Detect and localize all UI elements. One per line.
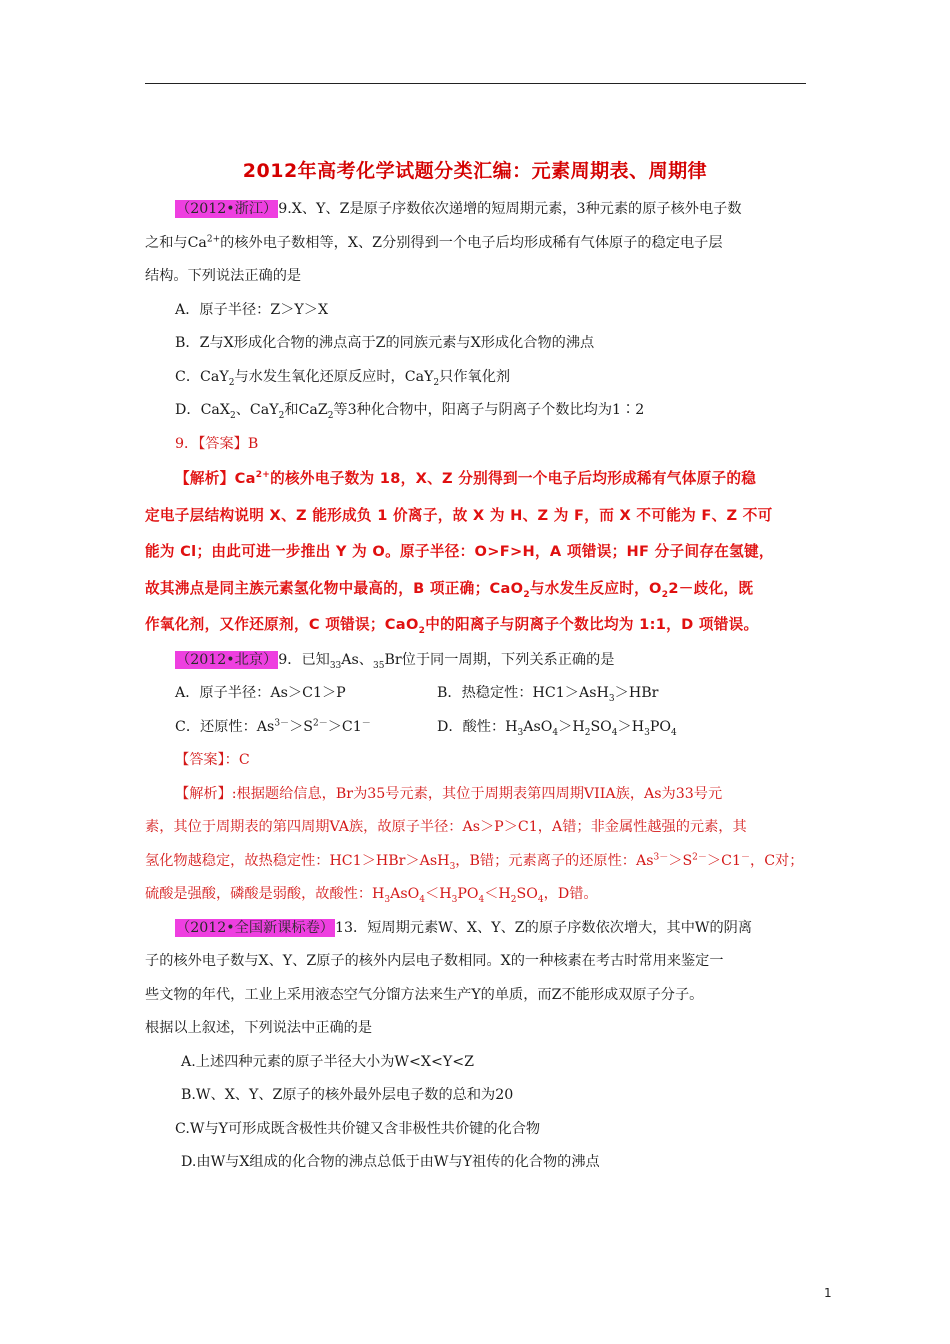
- q1-option-a: A．原子半径：Z＞Y＞X: [175, 301, 329, 318]
- q1-exp-line-5: 作氧化剂，又作还原剂，C 项错误；CaO$_2$中的阳离子与阴离子个数比均为 1:1，D 项错误。: [145, 616, 759, 636]
- q3-option-b: B.W、X、Y、Z原子的核外最外层电子数的总和为20: [181, 1087, 514, 1103]
- q2-option-d: D．酸性：$H_3AsO_4>H_2SO_4>H_3PO_4$: [437, 718, 677, 738]
- q2-exp-line-4: 硫酸是强酸，磷酸是弱酸，故酸性：$H_3AsO_4<H_3PO_4<H_2SO_4$，D错。: [145, 886, 598, 905]
- header-rule: [145, 83, 806, 84]
- q3-option-a: A.上述四种元素的原子半径大小为W<X<Y<Z: [181, 1053, 474, 1070]
- q2-stem: （2012•北京）9．已知$_{33}$As、$_{35}$Br位于同一周期，下列关系正确的是: [176, 651, 615, 671]
- page-number: 1: [824, 1286, 832, 1300]
- q2-source-tag: （2012•北京）: [176, 651, 278, 668]
- document-body: [145, 193, 811, 1180]
- q2-exp-line-3: 氢化物越稳定，故热稳定性：HC1＞HBr＞AsH$_3$，B错；元素离子的还原性：$As^{3-}>S^{2-}>C1^-$，C对；: [145, 851, 804, 872]
- q3-stem-line-3: 些文物的年代，工业上采用液态空气分馏方法来生产Y的单质，而Z不能形成双原子分子。: [145, 986, 704, 1003]
- q1-stem-line-1: （2012•浙江）9.X、Y、Z是原子序数依次递增的短周期元素，3种元素的原子核外电子数: [176, 201, 742, 217]
- q3-option-c: C.W与Y可形成既含极性共价键又含非极性共价键的化合物: [175, 1120, 541, 1137]
- q1-explanation: [145, 461, 811, 644]
- q3-stem-line-1: （2012•全国新课标卷）13．短周期元素W、X、Y、Z的原子序数依次增大，其中W的阴离: [176, 919, 753, 936]
- q1-stem-line-2: 之和与$Ca^{2+}$的核外电子数相等，X、Z分别得到一个电子后均形成稀有气体原子的稳定电子层: [145, 233, 723, 251]
- q1-source-tag: （2012•浙江）: [176, 201, 278, 217]
- q1-option-c: C．CaY$_2$与水发生氧化还原反应时，CaY$_2$只作氧化剂: [175, 368, 511, 388]
- q3-option-d: D.由W与X组成的化合物的沸点总低于由W与Y祖传的化合物的沸点: [181, 1154, 600, 1170]
- q2-options-row-2: [145, 711, 811, 745]
- q1-exp-line-4: 故其沸点是同主族元素氢化物中最高的，B 项正确；CaO$_2$与水发生反应时，$O_22-$歧化，既: [145, 579, 754, 600]
- q2-option-c: C．还原性：$As^{3-}>S^{2-}>C1^-$: [175, 717, 371, 735]
- q1-answer: 9．【答案】B: [175, 435, 259, 452]
- q2-option-b: B．热稳定性：HC1＞AsH$_3$＞HBr: [437, 685, 659, 704]
- q2-exp-line-1: 【解析】:根据题给信息，Br为35号元素，其位于周期表第四周期VIIA族，As为33号元: [175, 785, 723, 802]
- q2-answer: 【答案】：C: [175, 752, 250, 768]
- q3-stem-line-2: 子的核外电子数与X、Y、Z原子的核外内层电子数相同。X的一种核素在考古时常用来鉴定一: [145, 953, 724, 969]
- q1-option-d: D．CaX$_2$、CaY$_2$和CaZ$_2$等3种化合物中，阳离子与阴离子个数比均为1∶2: [175, 402, 645, 421]
- q2-option-a: A．原子半径：As＞C1＞P: [175, 685, 346, 701]
- q1-stem-line-3: 结构。下列说法正确的是: [145, 268, 302, 284]
- page-title: 2012年高考化学试题分类汇编：元素周期表、周期律: [242, 160, 708, 182]
- q3-source-tag: （2012•全国新课标卷）: [176, 919, 334, 936]
- q3-stem-line-4: 根据以上叙述，下列说法中正确的是: [145, 1020, 373, 1036]
- q2-exp-line-2: 素，其位于周期表的第四周期VA族，故原子半径：As＞P＞C1，A错；非金属性越强的元素，其: [145, 819, 747, 835]
- q1-option-b: B．Z与X形成化合物的沸点高于Z的同族元素与X形成化合物的沸点: [175, 335, 595, 351]
- q1-exp-line-3: 能为 Cl；由此可进一步推出 Y 为 O。原子半径：O>F>H，A 项错误；HF 分子间存在氢键，: [145, 543, 774, 560]
- q2-options-row-1: [145, 677, 811, 711]
- q1-exp-line-1: 【解析】$Ca^{2+}$的核外电子数为 18，X、Z 分别得到一个电子后均形成稀有气体原子的稳: [175, 470, 757, 487]
- q1-exp-line-2: 定电子层结构说明 X、Z 能形成负 1 价离子，故 X 为 H、Z 为 F，而 X 不可能为 F、Z 不可: [145, 506, 773, 524]
